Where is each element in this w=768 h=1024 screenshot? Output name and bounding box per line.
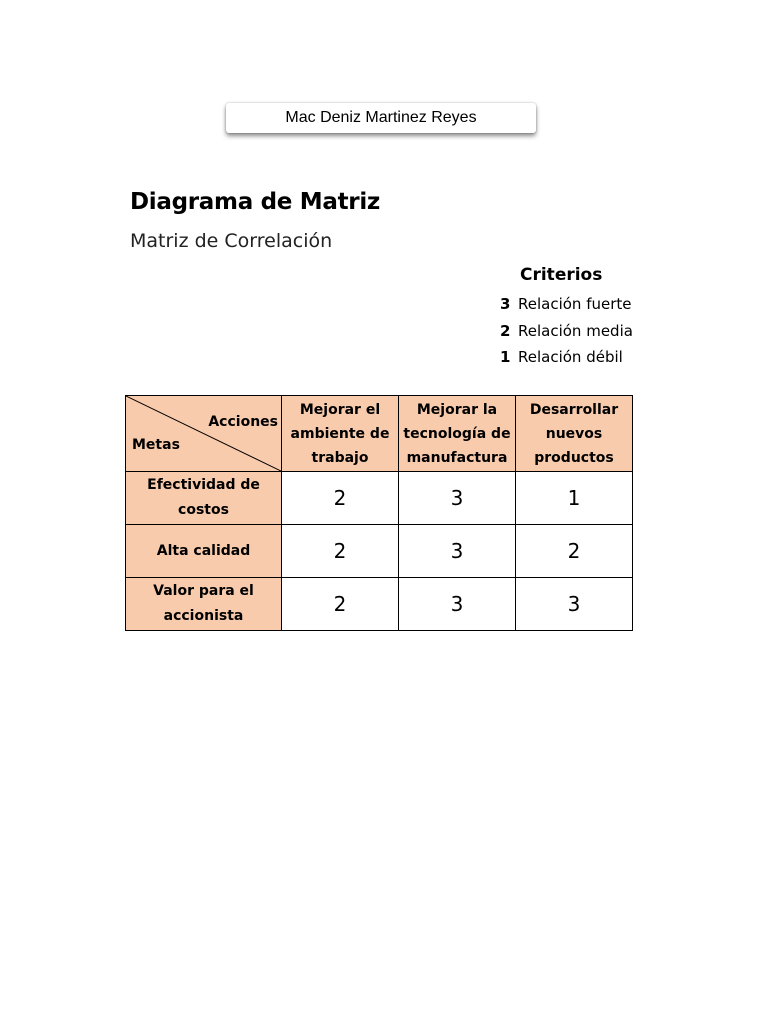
matrix-corner-cell	[126, 396, 282, 472]
row-header: Efectividad de costos	[126, 472, 282, 525]
criteria-number: 1	[500, 348, 511, 366]
matrix-row	[126, 472, 633, 525]
criteria-item	[500, 344, 633, 371]
column-header: Desarrollar nuevos productos	[516, 396, 633, 472]
column-header: Mejorar el ambiente de trabajo	[282, 396, 399, 472]
criteria-item	[500, 291, 633, 318]
criteria-legend	[500, 265, 633, 371]
page-subtitle: Matriz de Correlación	[130, 230, 333, 252]
criteria-title: Criterios	[520, 265, 603, 285]
criteria-label: Relación fuerte	[518, 295, 632, 313]
matrix-header-row	[126, 396, 633, 472]
correlation-matrix	[125, 395, 633, 631]
matrix-value-cell: 3	[399, 525, 516, 578]
matrix-value-cell: 3	[399, 472, 516, 525]
author-name: Mac Deniz Martinez Reyes	[285, 109, 477, 126]
row-header: Valor para el accionista	[126, 578, 282, 631]
matrix-value-cell: 2	[282, 525, 399, 578]
matrix-value-cell: 1	[516, 472, 633, 525]
criteria-label: Relación media	[518, 321, 633, 340]
criteria-label: Relación débil	[518, 348, 623, 366]
matrix-value-cell: 2	[282, 472, 399, 525]
matrix-value-cell: 2	[516, 525, 633, 578]
matrix-value-cell: 3	[516, 578, 633, 631]
corner-label-acciones: Acciones	[208, 414, 278, 430]
criteria-item	[500, 318, 633, 345]
matrix-row	[126, 525, 633, 578]
matrix-value-cell: 2	[282, 578, 399, 631]
criteria-number: 2	[500, 321, 511, 340]
matrix-value-cell: 3	[399, 578, 516, 631]
page-title: Diagrama de Matriz	[130, 189, 381, 215]
author-name-box	[226, 103, 536, 133]
criteria-number: 3	[500, 295, 511, 313]
matrix-row	[126, 578, 633, 631]
row-header: Alta calidad	[126, 525, 282, 578]
corner-label-metas: Metas	[132, 437, 180, 453]
corner-diagonal-line	[126, 396, 281, 471]
column-header: Mejorar la tecnología de manufactura	[399, 396, 516, 472]
